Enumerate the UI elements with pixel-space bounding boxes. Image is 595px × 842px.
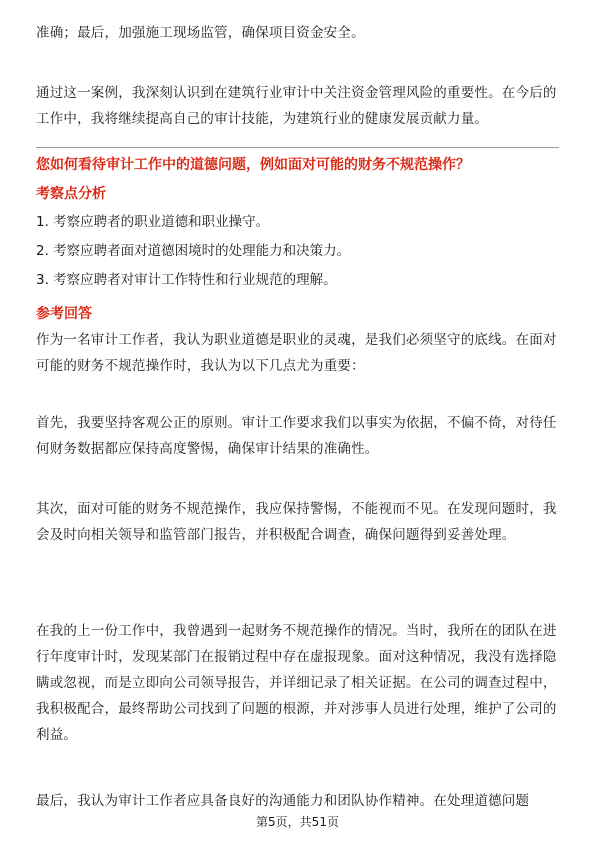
body-paragraph: 准确；最后，加强施工现场监管，确保项目资金安全。: [36, 25, 365, 41]
analysis-list-item: 2. 考察应聘者面对道德困境时的处理能力和决策力。: [36, 243, 351, 259]
answer-paragraph: 首先，我要坚持客观公正的原则。审计工作要求我们以事实为依据，不偏不倚，对待任何财务数据都应保持高度警惕，确保审计结果的准确性。: [36, 415, 557, 457]
answer-paragraph: 最后，我认为审计工作者应具备良好的沟通能力和团队协作精神。在处理道德问题: [36, 793, 530, 809]
answer-heading: 参考回答: [36, 306, 92, 322]
analysis-list-item: 1. 考察应聘者的职业道德和职业操守。: [36, 214, 270, 230]
page-number-footer: 第5页，共51页: [256, 815, 339, 829]
section-divider: [36, 147, 559, 148]
answer-paragraph: 在我的上一份工作中，我曾遇到一起财务不规范操作的情况。当时，我所在的团队在进行年度审计时，发现某部门在报销过程中存在虚报现象。面对这种情况，我没有选择隐瞒或忽视，而是立即向公司领导报告，并详细记录了相关证据。在公司的调查过程中，我积极配合，最终帮助公司找到了问题的根源，并对涉事人员进行处理，维护了公司的利益。: [36, 623, 557, 743]
answer-paragraph: 作为一名审计工作者，我认为职业道德是职业的灵魂，是我们必须坚守的底线。在面对可能的财务不规范操作时，我认为以下几点尤为重要：: [36, 332, 557, 374]
analysis-heading: 考察点分析: [36, 186, 106, 202]
answer-paragraph: 其次，面对可能的财务不规范操作，我应保持警惕，不能视而不见。在发现问题时，我会及时向相关领导和监管部门报告，并积极配合调查，确保问题得到妥善处理。: [36, 501, 557, 543]
body-paragraph: 通过这一案例，我深刻认识到在建筑行业审计中关注资金管理风险的重要性。在今后的工作中，我将继续提高自己的审计技能，为建筑行业的健康发展贡献力量。: [36, 85, 557, 127]
analysis-list-item: 3. 考察应聘者对审计工作特性和行业规范的理解。: [36, 272, 337, 288]
question-heading: 您如何看待审计工作中的道德问题，例如面对可能的财务不规范操作？: [36, 157, 470, 173]
